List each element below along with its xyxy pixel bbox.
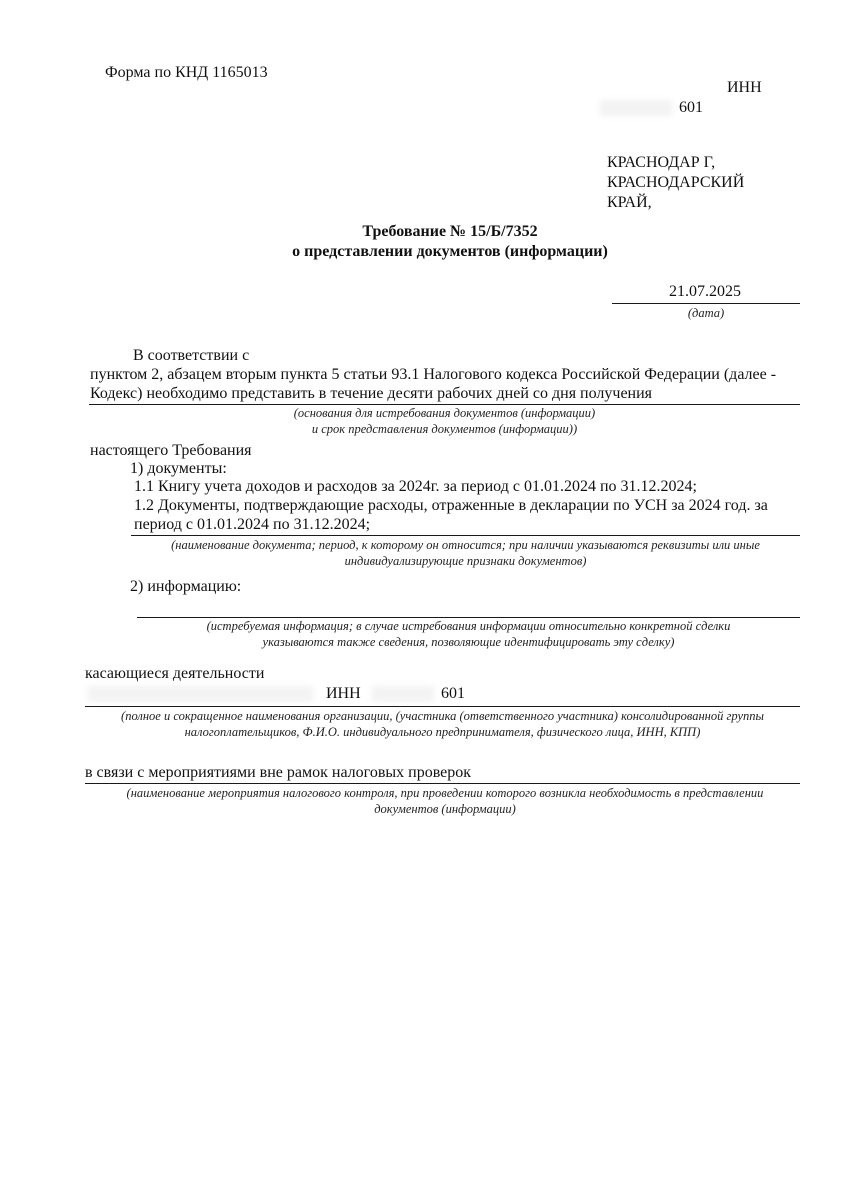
subject-caption: (полное и сокращенное наименования организации, (участника (ответственного участника) консолидированной группы (121, 709, 764, 723)
header-inn-value: 601 (679, 99, 703, 116)
documents-caption: (наименование документа; период, к которому он относится; при наличии указываются реквизиты или иные (171, 538, 760, 552)
basis-continuation: настоящего Требования (90, 442, 252, 459)
basis-caption: и срок представления документов (информации)) (311, 422, 578, 436)
redacted-name-block (88, 686, 313, 702)
address-line: КРАСНОДАРСКИЙ (607, 174, 745, 191)
address-line: КРАСНОДАР Г, (607, 154, 716, 171)
reason-caption: (наименование мероприятия налогового контроля, при проведении которого возникла необходимость в представлении (126, 786, 764, 800)
documents-caption: индивидуализирующие признаки документов) (344, 554, 587, 568)
basis-line: пунктом 2, абзацем вторым пункта 5 статьи 93.1 Налогового кодекса Российской Федерации (далее - (90, 366, 777, 383)
information-heading: 2) информацию: (130, 578, 242, 595)
reason-text: в связи с мероприятиями вне рамок налоговых проверок (85, 764, 472, 781)
document-item-continuation: период с 01.01.2024 по 31.12.2024; (134, 516, 371, 533)
form-code: Форма по КНД 1165013 (105, 64, 268, 81)
date-caption: (дата) (687, 306, 725, 320)
basis-intro: В соответствии с (133, 347, 250, 364)
redacted-inn-block (372, 686, 434, 702)
document-item: 1.1 Книгу учета доходов и расходов за 2024г. за период с 01.01.2024 по 31.12.2024; (134, 478, 697, 495)
basis-caption: (основания для истребования документов (информации) (293, 406, 596, 420)
date-value: 21.07.2025 (669, 283, 741, 300)
document-subtitle: о представлении документов (информации) (292, 243, 608, 260)
document-item: 1.2 Документы, подтверждающие расходы, отраженные в декларации по УСН за 2024 год. за (134, 497, 768, 514)
subject-inn-value: 601 (441, 685, 465, 702)
document-title: Требование № 15/Б/7352 (362, 223, 538, 240)
documents-heading: 1) документы: (130, 460, 227, 477)
documents-underline (131, 535, 800, 536)
reason-caption: документов (информации) (374, 802, 516, 816)
information-caption: (истребуемая информация; в случае истребования информации относительно конкретной сделки (206, 619, 731, 633)
subject-underline (85, 706, 800, 707)
address-line: КРАЙ, (607, 194, 652, 211)
date-underline (612, 303, 800, 304)
information-caption: указываются также сведения, позволяющие идентифицировать эту сделку) (262, 635, 675, 649)
redacted-inn-block (600, 100, 672, 116)
subject-caption: налогоплательщиков, Ф.И.О. индивидуального предпринимателя, физического лица, ИНН, КПП) (184, 725, 701, 739)
basis-line: Кодекс) необходимо представить в течение десяти рабочих дней со дня получения (90, 385, 653, 402)
subject-heading: касающиеся деятельности (85, 665, 265, 682)
subject-inn-label: ИНН (326, 685, 361, 702)
reason-underline (85, 783, 800, 784)
header-inn-label: ИНН (727, 79, 762, 96)
